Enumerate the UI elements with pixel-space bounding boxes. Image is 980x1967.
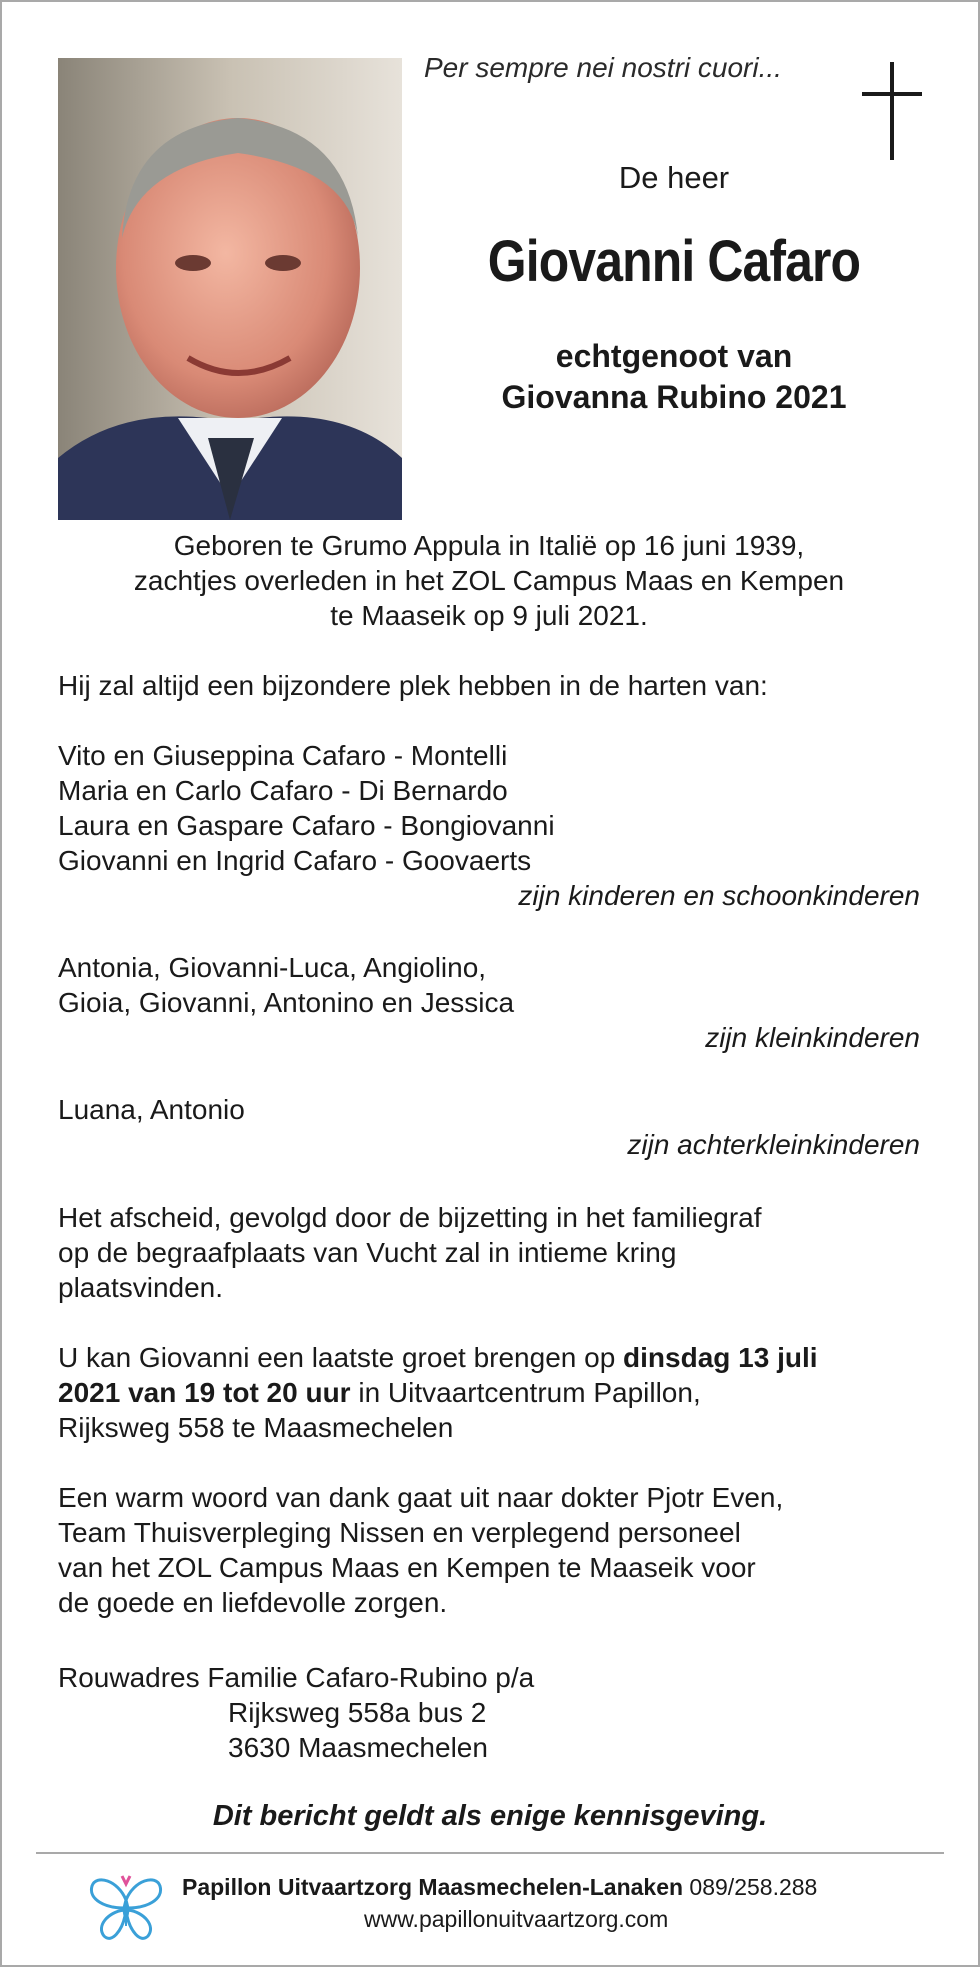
butterfly-icon xyxy=(88,1870,164,1944)
birth-line-3: te Maaseik op 9 juli 2021. xyxy=(330,600,648,631)
visitation-date: dinsdag 13 juli xyxy=(623,1342,818,1373)
great-grandchildren-relation: zijn achterkleinkinderen xyxy=(627,1129,920,1160)
company-phone[interactable]: 089/258.288 xyxy=(683,1874,818,1900)
visitation-venue: in Uitvaartcentrum Papillon, xyxy=(350,1377,701,1408)
grandchildren-relation: zijn kleinkinderen xyxy=(705,1022,920,1053)
footer-divider xyxy=(36,1852,944,1854)
company-name: Papillon Uitvaartzorg Maasmechelen-Lanaken xyxy=(182,1874,684,1900)
farewell-section xyxy=(58,1200,920,1305)
child-line: Laura en Gaspare Cafaro - Bongiovanni xyxy=(58,810,555,841)
spouse-line-2: Giovanna Rubino 2021 xyxy=(501,379,847,415)
motto: Per sempre nei nostri cuori... xyxy=(424,52,782,83)
address-line-3: 3630 Maasmechelen xyxy=(228,1732,488,1763)
grandchildren-section xyxy=(58,950,920,1055)
spouse-line-1: echtgenoot van xyxy=(555,338,793,374)
visitation-address: Rijksweg 558 te Maasmechelen xyxy=(58,1412,454,1443)
mourning-address xyxy=(58,1660,920,1765)
thanks-line: Een warm woord van dank gaat uit naar dokter Pjotr Even, xyxy=(58,1482,784,1513)
great-grandchild-line: Luana, Antonio xyxy=(58,1094,245,1125)
thanks-line: Team Thuisverpleging Nissen en verplegend personeel xyxy=(58,1517,741,1548)
visitation-section xyxy=(58,1340,920,1445)
thanks-line: de goede en liefdevolle zorgen. xyxy=(58,1587,448,1618)
thanks-section xyxy=(58,1480,920,1620)
birth-line-2: zachtjes overleden in het ZOL Campus Maas en Kempen xyxy=(133,565,845,596)
child-line: Vito en Giuseppina Cafaro - Montelli xyxy=(58,740,508,771)
visitation-line-2 xyxy=(58,1375,920,1410)
spouse-info xyxy=(424,336,924,418)
notice-text: Dit bericht geldt als enige kennisgeving. xyxy=(212,1800,768,1832)
child-line: Maria en Carlo Cafaro - Di Bernardo xyxy=(58,775,508,806)
portrait-photo xyxy=(58,58,402,520)
footer-company-line xyxy=(182,1874,817,1901)
visitation-line-1 xyxy=(58,1340,920,1375)
children-section xyxy=(58,738,920,913)
address-line-1: Rouwadres Familie Cafaro-Rubino p/a xyxy=(58,1662,535,1693)
farewell-line: plaatsvinden. xyxy=(58,1272,224,1303)
farewell-line: op de begraafplaats van Vucht zal in intieme kring xyxy=(58,1237,677,1268)
grandchild-line: Antonia, Giovanni-Luca, Angiolino, xyxy=(58,952,487,983)
honorific: De heer xyxy=(618,160,730,195)
children-relation: zijn kinderen en schoonkinderen xyxy=(518,880,920,911)
visitation-time: 2021 van 19 tot 20 uur xyxy=(58,1377,351,1408)
thanks-line: van het ZOL Campus Maas en Kempen te Maaseik voor xyxy=(58,1552,756,1583)
company-website[interactable]: www.papillonuitvaartzorg.com xyxy=(364,1906,669,1932)
intro-text: Hij zal altijd een bijzondere plek hebben in de harten van: xyxy=(58,670,768,701)
child-line: Giovanni en Ingrid Cafaro - Goovaerts xyxy=(58,845,532,876)
cross-icon xyxy=(862,62,922,160)
farewell-line: Het afscheid, gevolgd door de bijzetting in het familiegraf xyxy=(58,1202,762,1233)
birth-death-info xyxy=(58,528,920,633)
birth-line-1: Geboren te Grumo Appula in Italië op 16 juni 1939, xyxy=(173,530,805,561)
deceased-name: Giovanni Cafaro xyxy=(487,229,861,294)
address-line-2: Rijksweg 558a bus 2 xyxy=(228,1697,487,1728)
visitation-text: U kan Giovanni een laatste groet brengen op xyxy=(58,1342,624,1373)
great-grandchildren-section xyxy=(58,1092,920,1162)
grandchild-line: Gioia, Giovanni, Antonino en Jessica xyxy=(58,987,515,1018)
